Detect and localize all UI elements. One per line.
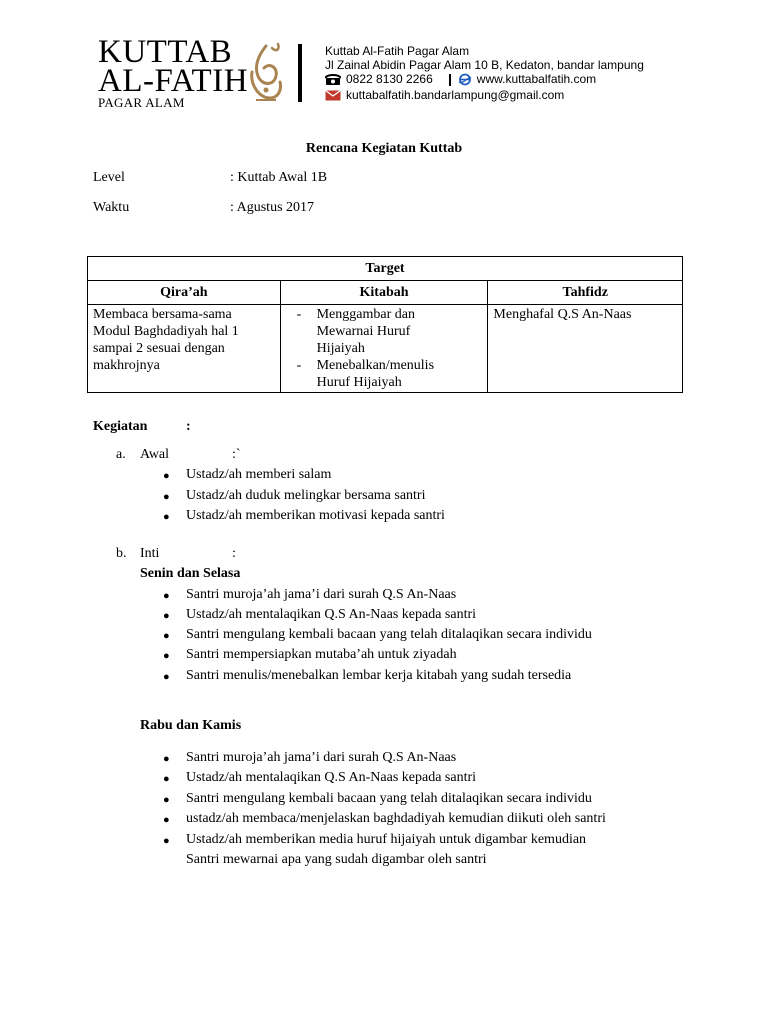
brand-logo-text — [98, 34, 249, 110]
qiraah-line: sampai 2 sesuai dengan — [93, 341, 225, 356]
bullet-icon: ● — [163, 630, 170, 642]
qiraah-line: Modul Baghdadiyah hal 1 — [93, 324, 239, 339]
kitabah-line: Hijaiyah — [316, 341, 365, 356]
list-item: Ustadz/ah memberikan media huruf hijaiyah untuk digambar kemudian — [186, 832, 587, 847]
contact-name: Kuttab Al-Fatih Pagar Alam — [325, 44, 470, 58]
list-item: Santri mengulang kembali bacaan yang telah ditalaqikan secara individu — [186, 627, 592, 642]
bullet-icon: ● — [163, 773, 170, 785]
bullet-icon: ● — [163, 794, 170, 806]
bullet-icon: ● — [163, 610, 170, 622]
calligraphy-emblem-icon — [246, 42, 286, 104]
list-item: Santri mengulang kembali bacaan yang telah ditalaqikan secara individu — [186, 791, 592, 806]
phone-icon — [325, 74, 341, 85]
header-qiraah: Qira’ah — [88, 281, 281, 305]
time-label: Waktu — [93, 200, 130, 215]
inti-label: Inti — [140, 546, 160, 561]
contact-phone: 0822 8130 2266 — [346, 72, 433, 86]
dash-marker: - — [296, 358, 302, 373]
kitabah-line: Menebalkan/menulis — [316, 358, 435, 373]
table-caption-row — [88, 257, 683, 281]
list-item: Ustadz/ah mentalaqikan Q.S An-Naas kepada santri — [186, 607, 477, 622]
dash-marker: - — [296, 307, 302, 322]
table-row — [88, 305, 683, 393]
kitabah-line: Huruf Hijaiyah — [316, 375, 402, 390]
list-item — [281, 357, 483, 391]
bullet-icon: ● — [163, 590, 170, 602]
awal-colon: :` — [232, 447, 241, 462]
list-item: Santri muroja’ah jama’i dari surah Q.S An-Naas — [186, 587, 457, 602]
kitabah-line: Mewarnai Huruf — [316, 324, 411, 339]
brand-line-3: PAGAR ALAM — [98, 95, 185, 110]
contact-phone-web-row — [325, 72, 596, 86]
activities-heading: Kegiatan — [93, 419, 148, 434]
list-item — [281, 306, 483, 357]
header-kitabah: Kitabah — [280, 281, 488, 305]
document-title: Rencana Kegiatan Kuttab — [305, 141, 463, 156]
activities-heading-colon: : — [186, 419, 191, 434]
contact-address: Jl Zainal Abidin Pagar Alam 10 B, Kedaton, bandar lampung — [325, 58, 644, 72]
list-item: Ustadz/ah mentalaqikan Q.S An-Naas kepada santri — [186, 770, 477, 785]
cell-kitabah — [280, 305, 488, 393]
contact-email[interactable]: kuttabalfatih.bandarlampung@gmail.com — [346, 88, 565, 102]
cell-qiraah — [88, 305, 281, 393]
contact-email-row — [325, 88, 564, 102]
kitabah-list — [281, 306, 483, 391]
bullet-icon: ● — [163, 470, 170, 482]
letterhead-divider — [298, 44, 302, 102]
inti-marker: b. — [116, 546, 127, 561]
web-icon — [458, 73, 472, 86]
days-heading-1: Senin dan Selasa — [140, 566, 241, 581]
awal-marker: a. — [116, 447, 126, 462]
inti-colon: : — [232, 546, 236, 561]
bullet-icon: ● — [163, 814, 170, 826]
qiraah-line: Membaca bersama-sama — [93, 307, 232, 322]
table-header-row — [88, 281, 683, 305]
brand-line-2: AL-FATIH — [98, 63, 249, 99]
list-item: Ustadz/ah duduk melingkar bersama santri — [186, 488, 426, 503]
email-icon — [325, 90, 341, 101]
bullet-icon: ● — [163, 753, 170, 765]
awal-label: Awal — [140, 447, 170, 462]
list-item: Ustadz/ah memberikan motivasi kepada santri — [186, 508, 445, 523]
list-item-continuation: Santri mewarnai apa yang sudah digambar oleh santri — [186, 852, 487, 867]
target-table — [87, 256, 683, 393]
time-value: : Agustus 2017 — [230, 200, 315, 215]
days-heading-2: Rabu dan Kamis — [140, 718, 242, 733]
list-item: Santri muroja’ah jama’i dari surah Q.S An-Naas — [186, 750, 457, 765]
table-caption: Target — [88, 257, 683, 281]
bullet-icon: ● — [163, 511, 170, 523]
contact-website[interactable]: www.kuttabalfatih.com — [476, 72, 597, 86]
bullet-icon: ● — [163, 491, 170, 503]
qiraah-line: makhrojnya — [93, 358, 160, 373]
list-item: Santri menulis/menebalkan lembar kerja kitabah yang sudah tersedia — [186, 668, 572, 683]
list-item: Santri mempersiapkan mutaba’ah untuk ziyadah — [186, 647, 457, 662]
brand-line-1: KUTTAB — [98, 34, 233, 70]
list-item: Ustadz/ah memberi salam — [186, 467, 332, 482]
header-tahfidz: Tahfidz — [488, 281, 683, 305]
bullet-icon: ● — [163, 835, 170, 847]
level-value: : Kuttab Awal 1B — [230, 170, 328, 185]
kitabah-line: Menggambar dan — [316, 307, 415, 322]
cell-tahfidz: Menghafal Q.S An-Naas — [488, 305, 683, 393]
list-item: ustadz/ah membaca/menjelaskan baghdadiyah kemudian diikuti oleh santri — [186, 811, 606, 826]
level-label: Level — [93, 170, 125, 185]
bullet-icon: ● — [163, 671, 170, 683]
bullet-icon: ● — [163, 650, 170, 662]
